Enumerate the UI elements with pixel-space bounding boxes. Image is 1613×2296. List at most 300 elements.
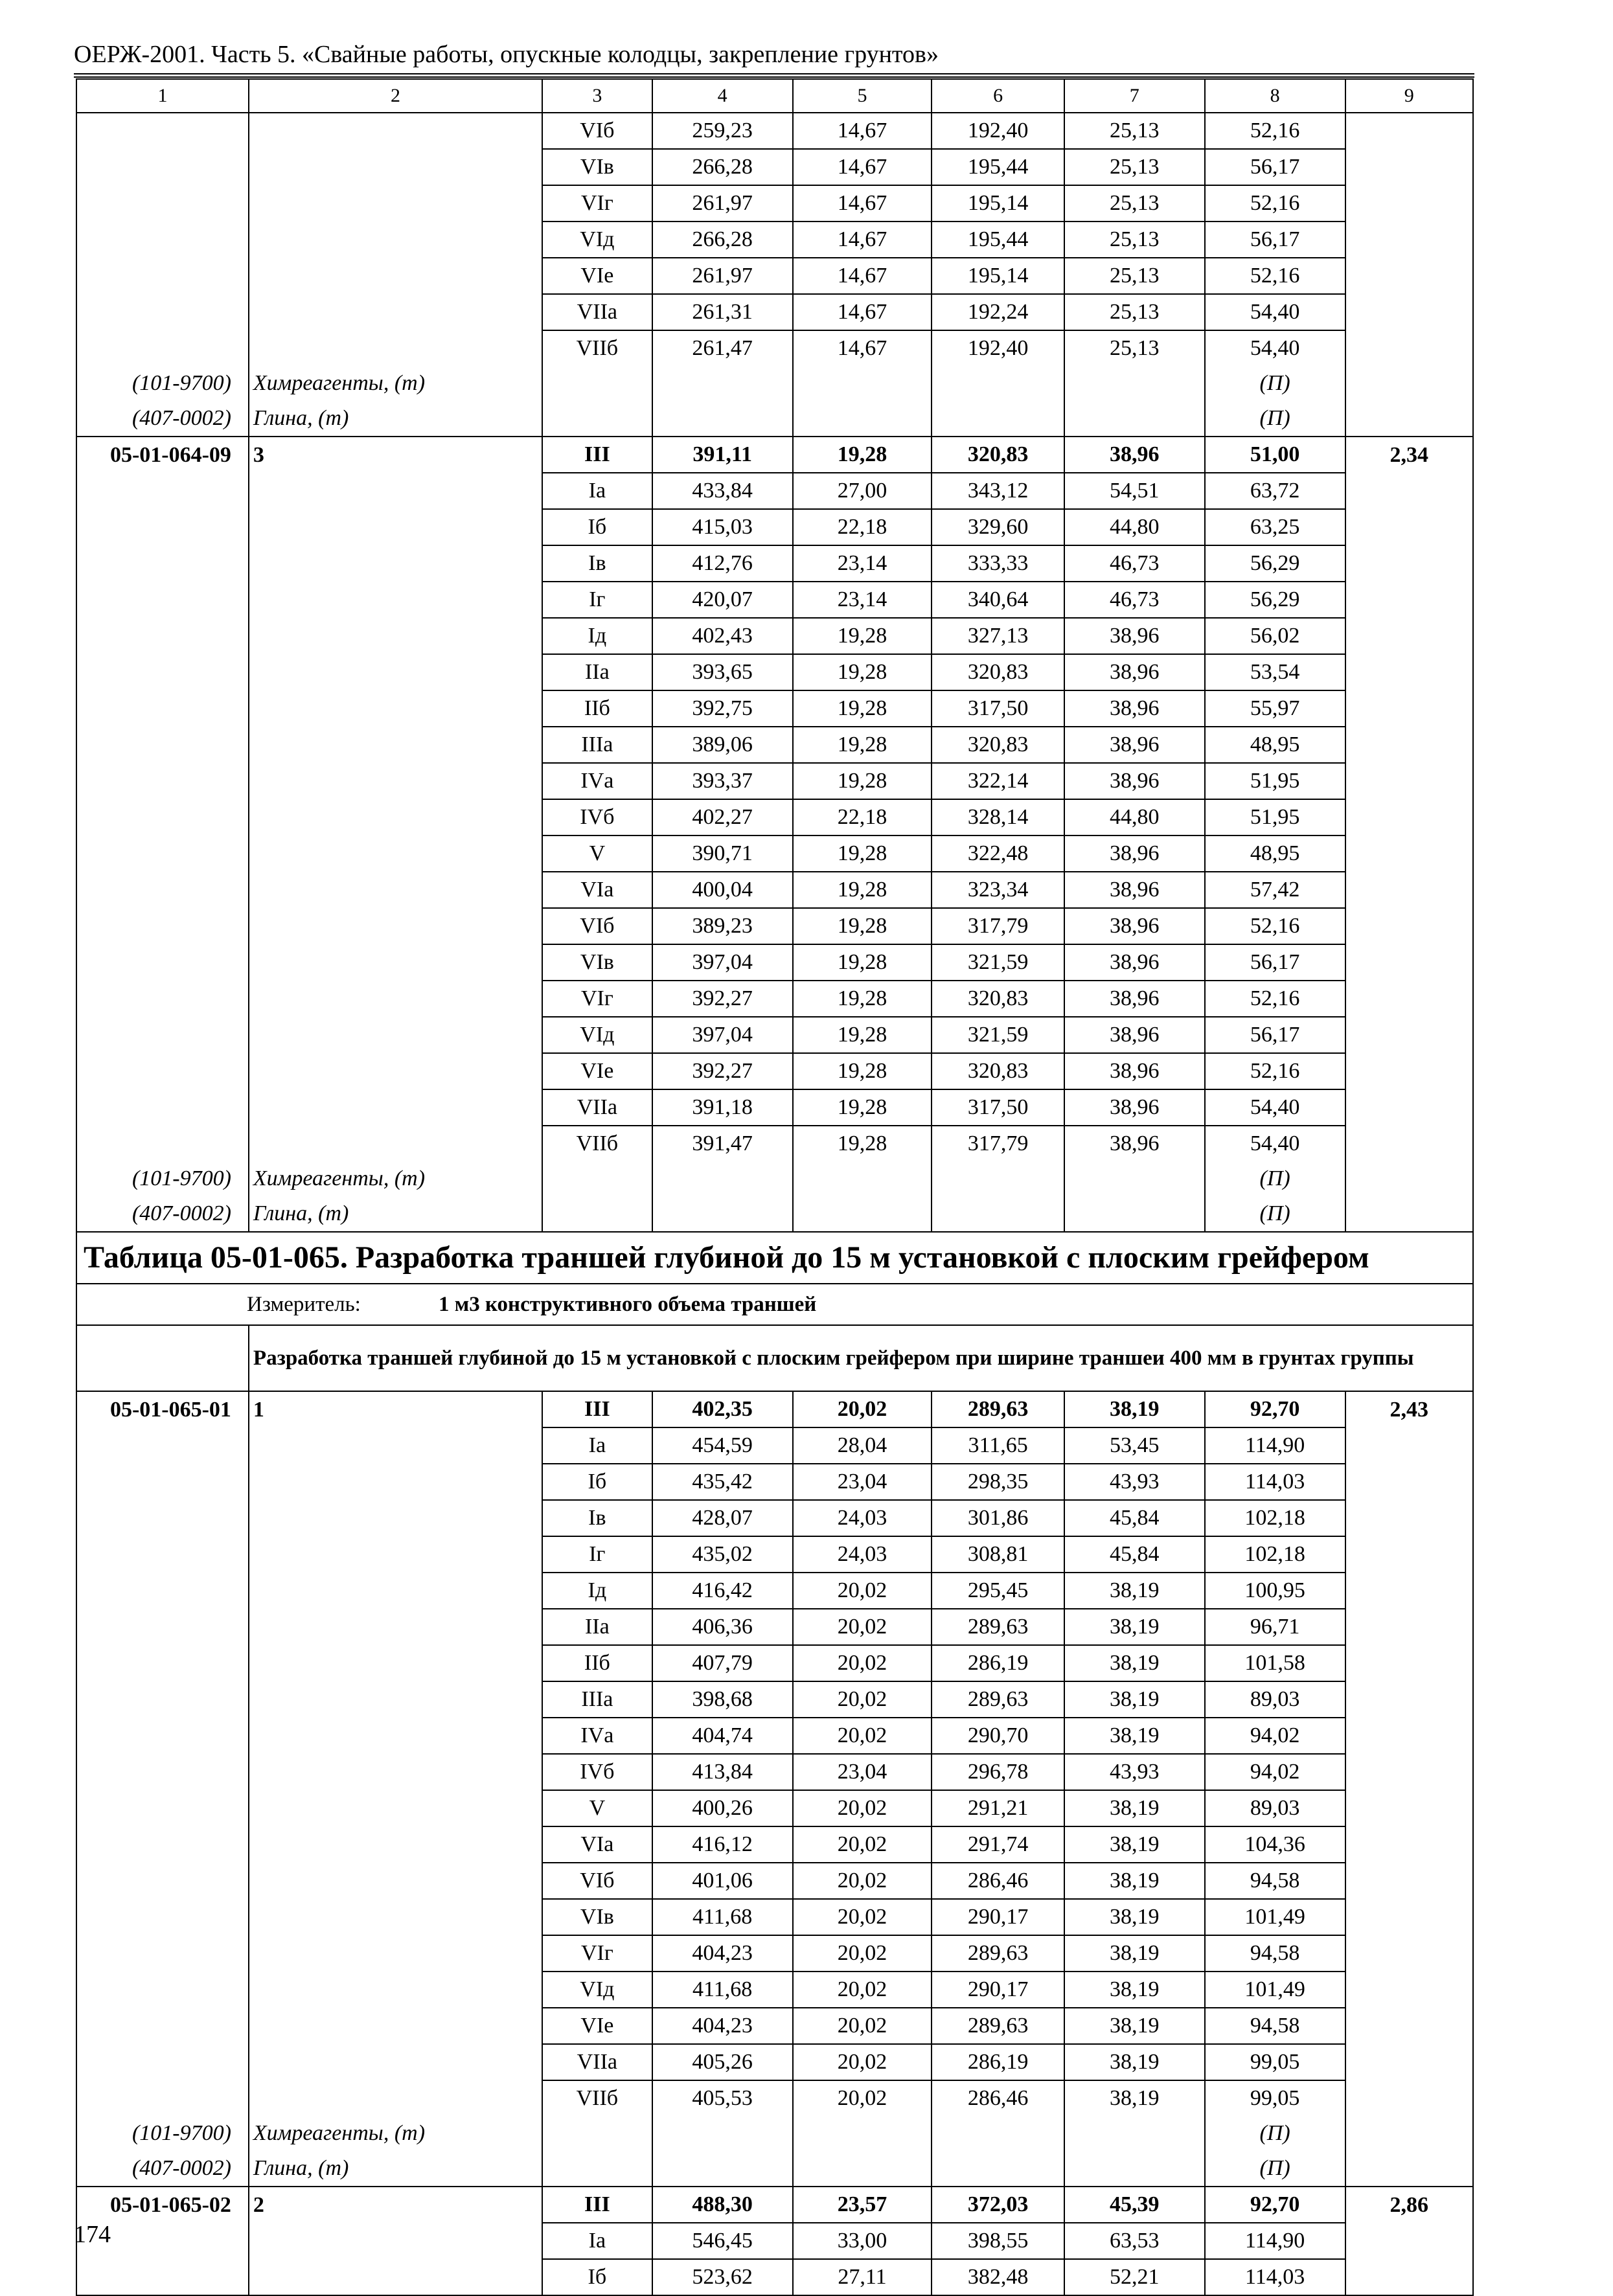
machines-cost-cell: 322,48 <box>932 835 1064 872</box>
code-cell <box>76 1536 249 1573</box>
soil-category-cell: Iа <box>542 1427 652 1464</box>
table-row <box>76 149 1473 185</box>
group-cell <box>249 1536 542 1573</box>
table-row <box>76 1681 1473 1718</box>
column-number: 9 <box>1345 79 1473 113</box>
table-row <box>76 1609 1473 1645</box>
wages-cell: 20,02 <box>793 1573 932 1609</box>
group-cell: Химреагенты, (т) <box>249 2116 542 2151</box>
wages-cell: 20,02 <box>793 1609 932 1645</box>
wages-cell: 22,18 <box>793 799 932 835</box>
machines-cost-cell: 192,24 <box>932 294 1064 330</box>
soil-category-cell: III <box>542 2187 652 2223</box>
table-row <box>76 509 1473 545</box>
total-cost-cell: 261,97 <box>652 258 793 294</box>
machines-cost-cell: 290,17 <box>932 1972 1064 2008</box>
soil-category-cell: VIа <box>542 1826 652 1863</box>
table-row <box>76 582 1473 618</box>
soil-category-cell: VIIа <box>542 1089 652 1126</box>
group-cell <box>249 1972 542 2008</box>
soil-category-cell: VIе <box>542 2008 652 2044</box>
group-cell <box>249 1863 542 1899</box>
wages-cell: 19,28 <box>793 981 932 1017</box>
labor-cost-cell <box>1345 1899 1473 1935</box>
code-cell <box>76 1573 249 1609</box>
code-cell <box>76 258 249 294</box>
total-cost-cell: 488,30 <box>652 2187 793 2223</box>
machinists-wages-cell: 38,96 <box>1064 437 1205 473</box>
wages-cell: 22,18 <box>793 509 932 545</box>
machinists-wages-cell: 38,19 <box>1064 2008 1205 2044</box>
code-cell <box>76 799 249 835</box>
labor-cost-cell <box>1345 149 1473 185</box>
wages-cell: 20,02 <box>793 1790 932 1826</box>
soil-category-cell: IIа <box>542 654 652 690</box>
machines-cost-cell: 372,03 <box>932 2187 1064 2223</box>
wages-cell: 14,67 <box>793 149 932 185</box>
group-cell <box>249 473 542 509</box>
machinists-wages-cell: 46,73 <box>1064 582 1205 618</box>
machinists-wages-cell: 38,19 <box>1064 1609 1205 1645</box>
column-number: 2 <box>249 79 542 113</box>
table-row <box>76 2008 1473 2044</box>
labor-cost-cell <box>1345 473 1473 509</box>
machinists-wages-cell: 38,96 <box>1064 654 1205 690</box>
code-cell <box>76 1754 249 1790</box>
machinists-wages-cell: 38,19 <box>1064 1826 1205 1863</box>
labor-cost-cell <box>1345 545 1473 582</box>
materials-cost-cell: 56,17 <box>1205 149 1345 185</box>
materials-cost-cell: 63,72 <box>1205 473 1345 509</box>
labor-cost-cell <box>1345 1609 1473 1645</box>
table-row <box>76 2044 1473 2080</box>
table-row <box>76 908 1473 944</box>
materials-cost-cell: 99,05 <box>1205 2080 1345 2116</box>
wages-cell: 20,02 <box>793 1645 932 1681</box>
table-row <box>76 1427 1473 1464</box>
code-cell <box>76 1863 249 1899</box>
materials-cost-cell: 94,02 <box>1205 1718 1345 1754</box>
group-cell <box>249 185 542 222</box>
machinists-wages-cell: 38,19 <box>1064 1935 1205 1972</box>
machines-cost-cell: 382,48 <box>932 2259 1064 2295</box>
materials-cost-cell: 55,97 <box>1205 690 1345 727</box>
materials-cost-cell: 53,54 <box>1205 654 1345 690</box>
estimate-table <box>76 78 1474 2296</box>
group-cell <box>249 258 542 294</box>
group-cell <box>249 1681 542 1718</box>
soil-category-cell: VIв <box>542 944 652 981</box>
wages-cell: 19,28 <box>793 1126 932 1161</box>
soil-category-cell: VIIб <box>542 1126 652 1161</box>
labor-cost-cell <box>1345 654 1473 690</box>
materials-cost-cell: 92,70 <box>1205 1391 1345 1427</box>
group-cell <box>249 799 542 835</box>
materials-cost-cell: 54,40 <box>1205 294 1345 330</box>
code-cell: 05-01-064-09 <box>76 437 249 473</box>
group-cell <box>249 2259 542 2295</box>
wages-cell: 19,28 <box>793 654 932 690</box>
materials-cost-cell: 114,90 <box>1205 1427 1345 1464</box>
soil-category-cell: Iг <box>542 1536 652 1573</box>
wages-cell: 19,28 <box>793 763 932 799</box>
table-row <box>76 690 1473 727</box>
total-cost-cell: 401,06 <box>652 1863 793 1899</box>
total-cost-cell: 405,53 <box>652 2080 793 2116</box>
wages-cell: 33,00 <box>793 2223 932 2259</box>
labor-cost-cell <box>1345 1017 1473 1053</box>
materials-cost-cell: 48,95 <box>1205 727 1345 763</box>
total-cost-cell <box>652 1196 793 1232</box>
soil-category-cell: Iд <box>542 1573 652 1609</box>
code-cell <box>76 872 249 908</box>
materials-cost-cell: 51,00 <box>1205 437 1345 473</box>
code-cell <box>76 1645 249 1681</box>
table-row <box>76 1500 1473 1536</box>
machinists-wages-cell: 25,13 <box>1064 185 1205 222</box>
machines-cost-cell: 195,44 <box>932 149 1064 185</box>
code-cell <box>76 1790 249 1826</box>
table-row <box>76 1089 1473 1126</box>
materials-cost-cell: 92,70 <box>1205 2187 1345 2223</box>
table-row <box>76 727 1473 763</box>
materials-cost-cell: 54,40 <box>1205 1089 1345 1126</box>
machines-cost-cell: 289,63 <box>932 1609 1064 1645</box>
table-row <box>76 1017 1473 1053</box>
group-cell: Глина, (т) <box>249 2151 542 2187</box>
code-cell <box>76 473 249 509</box>
machines-cost-cell: 327,13 <box>932 618 1064 654</box>
materials-cost-cell: 94,02 <box>1205 1754 1345 1790</box>
table-row <box>76 2259 1473 2295</box>
soil-category-cell: VIе <box>542 1053 652 1089</box>
table-row <box>76 1972 1473 2008</box>
machinists-wages-cell <box>1064 1196 1205 1232</box>
group-cell: 3 <box>249 437 542 473</box>
total-cost-cell: 415,03 <box>652 509 793 545</box>
wages-cell: 20,02 <box>793 1972 932 2008</box>
code-cell: (407-0002) <box>76 1196 249 1232</box>
wages-cell: 20,02 <box>793 2044 932 2080</box>
soil-category-cell: III <box>542 437 652 473</box>
code-cell: (101-9700) <box>76 1161 249 1196</box>
group-cell <box>249 1718 542 1754</box>
wages-cell: 19,28 <box>793 1089 932 1126</box>
machines-cost-cell: 320,83 <box>932 654 1064 690</box>
wages-cell <box>793 366 932 401</box>
code-cell <box>76 185 249 222</box>
column-number: 8 <box>1205 79 1345 113</box>
wages-cell <box>793 2116 932 2151</box>
wages-cell: 20,02 <box>793 2008 932 2044</box>
labor-cost-cell <box>1345 1826 1473 1863</box>
labor-cost-cell <box>1345 1754 1473 1790</box>
table-title-row <box>76 1232 1473 1284</box>
materials-cost-cell: (П) <box>1205 2116 1345 2151</box>
labor-cost-cell <box>1345 1573 1473 1609</box>
machines-cost-cell <box>932 401 1064 437</box>
wages-cell: 24,03 <box>793 1536 932 1573</box>
materials-cost-cell: 102,18 <box>1205 1536 1345 1573</box>
wages-cell: 14,67 <box>793 185 932 222</box>
materials-cost-cell: 48,95 <box>1205 835 1345 872</box>
wages-cell: 23,04 <box>793 1464 932 1500</box>
machines-cost-cell: 340,64 <box>932 582 1064 618</box>
labor-cost-cell <box>1345 1161 1473 1196</box>
table-row <box>76 1573 1473 1609</box>
machines-cost-cell: 321,59 <box>932 944 1064 981</box>
machinists-wages-cell: 25,13 <box>1064 149 1205 185</box>
materials-cost-cell: 51,95 <box>1205 799 1345 835</box>
machinists-wages-cell: 25,13 <box>1064 330 1205 366</box>
labor-cost-cell <box>1345 330 1473 366</box>
machinists-wages-cell: 38,96 <box>1064 908 1205 944</box>
group-cell <box>249 330 542 366</box>
wages-cell: 19,28 <box>793 944 932 981</box>
soil-category-cell: VIб <box>542 1863 652 1899</box>
labor-cost-cell <box>1345 582 1473 618</box>
total-cost-cell: 391,11 <box>652 437 793 473</box>
code-cell <box>76 113 249 149</box>
labor-cost-cell <box>1345 1863 1473 1899</box>
table-row <box>76 1790 1473 1826</box>
machines-cost-cell: 289,63 <box>932 2008 1064 2044</box>
code-cell: 05-01-065-02 <box>76 2187 249 2223</box>
labor-cost-cell <box>1345 1464 1473 1500</box>
total-cost-cell: 393,37 <box>652 763 793 799</box>
group-cell <box>249 1573 542 1609</box>
materials-cost-cell: 104,36 <box>1205 1826 1345 1863</box>
labor-cost-cell <box>1345 2223 1473 2259</box>
soil-category-cell: IVа <box>542 763 652 799</box>
machines-cost-cell: 320,83 <box>932 727 1064 763</box>
group-cell <box>249 1790 542 1826</box>
machinists-wages-cell: 45,84 <box>1064 1500 1205 1536</box>
code-cell <box>76 2259 249 2295</box>
table-row <box>76 1935 1473 1972</box>
material-row <box>76 366 1473 401</box>
materials-cost-cell: 114,90 <box>1205 2223 1345 2259</box>
wages-cell: 28,04 <box>793 1427 932 1464</box>
table-row <box>76 1899 1473 1935</box>
total-cost-cell: 389,23 <box>652 908 793 944</box>
soil-category-cell: Iд <box>542 618 652 654</box>
machinists-wages-cell: 63,53 <box>1064 2223 1205 2259</box>
table-row <box>76 1536 1473 1573</box>
code-cell <box>76 727 249 763</box>
table-row <box>76 799 1473 835</box>
labor-cost-cell <box>1345 763 1473 799</box>
machinists-wages-cell: 38,96 <box>1064 872 1205 908</box>
total-cost-cell: 391,47 <box>652 1126 793 1161</box>
machines-cost-cell: 289,63 <box>932 1935 1064 1972</box>
machinists-wages-cell: 38,19 <box>1064 2044 1205 2080</box>
code-cell <box>76 835 249 872</box>
wages-cell: 14,67 <box>793 294 932 330</box>
wages-cell <box>793 401 932 437</box>
norm-code-row <box>76 437 1473 473</box>
table-row <box>76 1826 1473 1863</box>
total-cost-cell: 397,04 <box>652 1017 793 1053</box>
soil-category-cell: Iб <box>542 2259 652 2295</box>
labor-cost-cell <box>1345 1500 1473 1536</box>
wages-cell: 20,02 <box>793 1826 932 1863</box>
machinists-wages-cell: 38,96 <box>1064 944 1205 981</box>
code-cell: (101-9700) <box>76 366 249 401</box>
soil-category-cell: VIд <box>542 222 652 258</box>
wages-cell: 24,03 <box>793 1500 932 1536</box>
labor-cost-cell <box>1345 1196 1473 1232</box>
machines-cost-cell: 308,81 <box>932 1536 1064 1573</box>
group-cell <box>249 1053 542 1089</box>
machinists-wages-cell <box>1064 2151 1205 2187</box>
total-cost-cell: 402,35 <box>652 1391 793 1427</box>
total-cost-cell: 389,06 <box>652 727 793 763</box>
wages-cell: 20,02 <box>793 1935 932 1972</box>
wages-cell: 14,67 <box>793 330 932 366</box>
total-cost-cell: 261,47 <box>652 330 793 366</box>
soil-category-cell: Iб <box>542 509 652 545</box>
total-cost-cell: 416,42 <box>652 1573 793 1609</box>
labor-cost-cell: 2,34 <box>1345 437 1473 473</box>
machines-cost-cell <box>932 2151 1064 2187</box>
soil-category-cell: Iа <box>542 2223 652 2259</box>
total-cost-cell: 261,31 <box>652 294 793 330</box>
machinists-wages-cell <box>1064 366 1205 401</box>
labor-cost-cell: 2,43 <box>1345 1391 1473 1427</box>
total-cost-cell: 259,23 <box>652 113 793 149</box>
group-cell <box>249 509 542 545</box>
soil-category-cell: III <box>542 1391 652 1427</box>
group-cell <box>249 654 542 690</box>
total-cost-cell: 392,27 <box>652 1053 793 1089</box>
machines-cost-cell: 286,19 <box>932 1645 1064 1681</box>
labor-cost-cell <box>1345 690 1473 727</box>
soil-category-cell: VIд <box>542 1972 652 2008</box>
machines-cost-cell: 317,79 <box>932 1126 1064 1161</box>
machines-cost-cell: 301,86 <box>932 1500 1064 1536</box>
wages-cell: 27,11 <box>793 2259 932 2295</box>
total-cost-cell: 398,68 <box>652 1681 793 1718</box>
soil-category-cell: V <box>542 835 652 872</box>
total-cost-cell: 391,18 <box>652 1089 793 1126</box>
materials-cost-cell: 54,40 <box>1205 330 1345 366</box>
code-cell <box>76 944 249 981</box>
machines-cost-cell: 320,83 <box>932 981 1064 1017</box>
total-cost-cell: 407,79 <box>652 1645 793 1681</box>
code-cell <box>76 618 249 654</box>
soil-category-cell: VIв <box>542 1899 652 1935</box>
total-cost-cell: 413,84 <box>652 1754 793 1790</box>
total-cost-cell: 404,74 <box>652 1718 793 1754</box>
soil-category-cell <box>542 2151 652 2187</box>
table-row <box>76 113 1473 149</box>
materials-cost-cell: 54,40 <box>1205 1126 1345 1161</box>
wages-cell: 19,28 <box>793 618 932 654</box>
total-cost-cell: 546,45 <box>652 2223 793 2259</box>
code-cell <box>76 1681 249 1718</box>
machines-cost-cell: 296,78 <box>932 1754 1064 1790</box>
wages-cell: 19,28 <box>793 690 932 727</box>
group-cell <box>249 908 542 944</box>
table-row <box>76 1754 1473 1790</box>
soil-category-cell: VIе <box>542 258 652 294</box>
wages-cell: 19,28 <box>793 908 932 944</box>
machinists-wages-cell: 38,19 <box>1064 1718 1205 1754</box>
materials-cost-cell: 114,03 <box>1205 1464 1345 1500</box>
machines-cost-cell: 286,46 <box>932 1863 1064 1899</box>
wages-cell: 19,28 <box>793 1053 932 1089</box>
machinists-wages-cell: 52,21 <box>1064 2259 1205 2295</box>
norm-code-row <box>76 1391 1473 1427</box>
machines-cost-cell: 323,34 <box>932 872 1064 908</box>
materials-cost-cell: 96,71 <box>1205 1609 1345 1645</box>
total-cost-cell: 416,12 <box>652 1826 793 1863</box>
wages-cell: 20,02 <box>793 2080 932 2116</box>
code-cell <box>76 582 249 618</box>
materials-cost-cell: 99,05 <box>1205 2044 1345 2080</box>
total-cost-cell: 392,27 <box>652 981 793 1017</box>
machines-cost-cell: 192,40 <box>932 330 1064 366</box>
machines-cost-cell: 322,14 <box>932 763 1064 799</box>
materials-cost-cell: 114,03 <box>1205 2259 1345 2295</box>
material-row <box>76 1161 1473 1196</box>
machinists-wages-cell: 38,96 <box>1064 690 1205 727</box>
table-row <box>76 294 1473 330</box>
total-cost-cell: 523,62 <box>652 2259 793 2295</box>
labor-cost-cell <box>1345 2116 1473 2151</box>
machinists-wages-cell <box>1064 1161 1205 1196</box>
wages-cell: 19,28 <box>793 437 932 473</box>
column-number: 5 <box>793 79 932 113</box>
soil-category-cell: VIг <box>542 981 652 1017</box>
wages-cell: 19,28 <box>793 727 932 763</box>
column-number: 4 <box>652 79 793 113</box>
description-spacer <box>76 1325 249 1391</box>
labor-cost-cell <box>1345 258 1473 294</box>
machines-cost-cell: 328,14 <box>932 799 1064 835</box>
code-cell: 05-01-065-01 <box>76 1391 249 1427</box>
total-cost-cell: 454,59 <box>652 1427 793 1464</box>
measure-unit-cell <box>76 1284 1473 1325</box>
machinists-wages-cell: 38,19 <box>1064 1573 1205 1609</box>
machines-cost-cell: 192,40 <box>932 113 1064 149</box>
group-cell <box>249 981 542 1017</box>
soil-category-cell: IVб <box>542 1754 652 1790</box>
soil-category-cell: VIд <box>542 1017 652 1053</box>
machinists-wages-cell: 38,96 <box>1064 1126 1205 1161</box>
group-cell <box>249 582 542 618</box>
code-cell <box>76 2008 249 2044</box>
group-cell <box>249 835 542 872</box>
machinists-wages-cell: 38,96 <box>1064 618 1205 654</box>
soil-category-cell: VIIа <box>542 2044 652 2080</box>
machines-cost-cell: 317,79 <box>932 908 1064 944</box>
code-cell <box>76 545 249 582</box>
group-cell <box>249 2223 542 2259</box>
machinists-wages-cell: 38,96 <box>1064 1053 1205 1089</box>
table-row <box>76 835 1473 872</box>
total-cost-cell: 411,68 <box>652 1899 793 1935</box>
labor-cost-cell <box>1345 222 1473 258</box>
total-cost-cell <box>652 401 793 437</box>
material-row <box>76 1196 1473 1232</box>
soil-category-cell: VIIа <box>542 294 652 330</box>
machinists-wages-cell: 38,96 <box>1064 727 1205 763</box>
soil-category-cell: Iв <box>542 545 652 582</box>
soil-category-cell: VIIб <box>542 330 652 366</box>
machines-cost-cell <box>932 1196 1064 1232</box>
